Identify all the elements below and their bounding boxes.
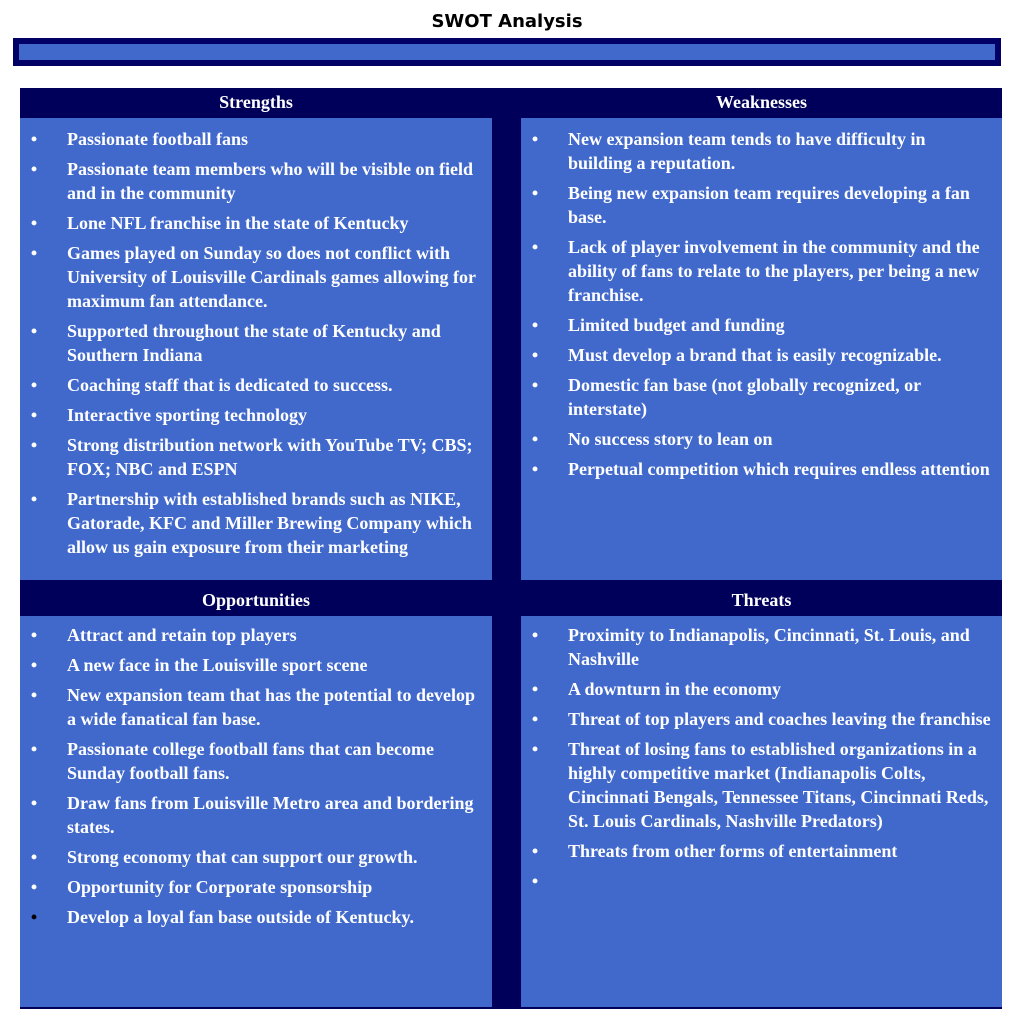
list-item <box>20 487 492 559</box>
bullet-icon: • <box>30 321 38 341</box>
opportunities-panel <box>20 616 492 1007</box>
bullet-icon: • <box>30 489 38 509</box>
strengths-panel <box>20 118 492 580</box>
bullet-icon: • <box>531 679 539 699</box>
list-item-text: Lone NFL franchise in the state of Kentucky <box>67 213 409 233</box>
strengths-list <box>20 127 492 565</box>
bullet-icon: • <box>531 841 539 861</box>
list-item <box>521 127 1002 175</box>
list-item <box>521 427 1002 451</box>
weaknesses-panel <box>521 118 1002 580</box>
list-item <box>20 845 492 869</box>
list-item-text: Partnership with established brands such as NIKE, Gatorade, KFC and Miller Brewing Company which allow us gain exposure from their marketing <box>67 489 472 557</box>
bullet-icon: • <box>30 243 38 263</box>
bullet-icon: • <box>30 375 38 395</box>
list-item-text: Passionate football fans <box>67 129 249 149</box>
list-item <box>521 235 1002 307</box>
bullet-icon: • <box>531 237 539 257</box>
bullet-icon: • <box>30 907 38 927</box>
list-item <box>20 683 492 731</box>
list-item <box>521 343 1002 367</box>
bullet-icon: • <box>531 429 539 449</box>
list-item-text: Strong distribution network with YouTube TV; CBS; FOX; NBC and ESPN <box>67 435 473 479</box>
list-item <box>20 241 492 313</box>
list-item-text: Threat of losing fans to established organizations in a highly competitive market (Indianapolis Colts, Cincinnati Bengals, Tennessee Titans, Cincinnati Reds, St. Louis Cardinals, Nashville Predators) <box>568 739 989 831</box>
list-item-text: Develop a loyal fan base outside of Kentucky. <box>67 907 415 927</box>
list-item-text: Passionate college football fans that can become Sunday football fans. <box>67 739 434 783</box>
list-item-text: Interactive sporting technology <box>67 405 307 425</box>
list-item <box>20 127 492 151</box>
list-item <box>20 653 492 677</box>
weaknesses-list <box>521 127 1002 487</box>
title-bar-fill <box>19 44 995 60</box>
bullet-icon: • <box>30 685 38 705</box>
bullet-icon: • <box>531 375 539 395</box>
bullet-icon: • <box>30 847 38 867</box>
list-item <box>20 403 492 427</box>
bullet-icon: • <box>531 739 539 759</box>
strengths-header: Strengths <box>20 88 492 118</box>
weaknesses-header: Weaknesses <box>521 88 1002 118</box>
bullet-icon: • <box>30 435 38 455</box>
list-item <box>20 211 492 235</box>
list-item-text: Threats from other forms of entertainment <box>568 841 898 861</box>
list-item <box>20 623 492 647</box>
list-item-text: Passionate team members who will be visible on field and in the community <box>67 159 473 203</box>
list-item-text: Being new expansion team requires developing a fan base. <box>568 183 970 227</box>
bullet-icon: • <box>531 129 539 149</box>
list-item-text: Must develop a brand that is easily recognizable. <box>568 345 942 365</box>
threats-panel <box>521 616 1002 1007</box>
list-item <box>521 677 1002 701</box>
swot-grid <box>20 88 1002 1009</box>
list-item <box>521 737 1002 833</box>
bullet-icon: • <box>30 793 38 813</box>
threats-list <box>521 623 1002 891</box>
list-item <box>20 373 492 397</box>
bullet-icon: • <box>531 315 539 335</box>
opportunities-header: Opportunities <box>20 586 492 616</box>
list-item <box>20 433 492 481</box>
list-item-text: A downturn in the economy <box>568 679 782 699</box>
list-item <box>521 839 1002 863</box>
bullet-icon: • <box>30 159 38 179</box>
bullet-icon: • <box>531 871 539 891</box>
list-item <box>521 313 1002 337</box>
bullet-icon: • <box>531 459 539 479</box>
bullet-icon: • <box>531 345 539 365</box>
list-item-text: Domestic fan base (not globally recognized, or interstate) <box>568 375 921 419</box>
bullet-icon: • <box>531 625 539 645</box>
bullet-icon: • <box>30 213 38 233</box>
list-item <box>20 319 492 367</box>
bullet-icon: • <box>30 625 38 645</box>
list-item-text: No success story to lean on <box>568 429 773 449</box>
bullet-icon: • <box>30 129 38 149</box>
page-title: SWOT Analysis <box>431 11 583 32</box>
list-item <box>20 737 492 785</box>
bullet-icon: • <box>30 655 38 675</box>
list-item-text: Lack of player involvement in the community and the ability of fans to relate to the players, per being a new franchise. <box>568 237 980 305</box>
list-item <box>20 875 492 899</box>
list-item-text: Limited budget and funding <box>568 315 785 335</box>
bullet-icon: • <box>531 709 539 729</box>
list-item <box>521 373 1002 421</box>
opportunities-list <box>20 623 492 935</box>
list-item-text: Games played on Sunday so does not conflict with University of Louisville Cardinals games allowing for maximum fan attendance. <box>67 243 476 311</box>
threats-header: Threats <box>521 586 1002 616</box>
list-item-text: Supported throughout the state of Kentucky and Southern Indiana <box>67 321 441 365</box>
bullet-icon: • <box>30 739 38 759</box>
bullet-icon: • <box>531 183 539 203</box>
bullet-icon: • <box>30 877 38 897</box>
bullet-icon: • <box>30 405 38 425</box>
list-item <box>20 791 492 839</box>
list-item-text: A new face in the Louisville sport scene <box>67 655 368 675</box>
list-item-text: Coaching staff that is dedicated to success. <box>67 375 393 395</box>
list-item-text: Draw fans from Louisville Metro area and bordering states. <box>67 793 474 837</box>
list-item-text: Attract and retain top players <box>67 625 297 645</box>
list-item-text: New expansion team that has the potential to develop a wide fanatical fan base. <box>67 685 475 729</box>
list-item <box>20 905 492 929</box>
list-item-text: Threat of top players and coaches leaving the franchise <box>568 709 991 729</box>
list-item-text: Opportunity for Corporate sponsorship <box>67 877 373 897</box>
list-item <box>521 623 1002 671</box>
list-item <box>521 181 1002 229</box>
list-item-text: Proximity to Indianapolis, Cincinnati, St. Louis, and Nashville <box>568 625 970 669</box>
list-item <box>521 457 1002 481</box>
title-bar <box>13 38 1001 66</box>
list-item <box>521 707 1002 731</box>
list-item-text: Perpetual competition which requires endless attention <box>568 459 990 479</box>
list-item-text: Strong economy that can support our growth. <box>67 847 418 867</box>
list-item-text: New expansion team tends to have difficulty in building a reputation. <box>568 129 926 173</box>
list-item <box>20 157 492 205</box>
